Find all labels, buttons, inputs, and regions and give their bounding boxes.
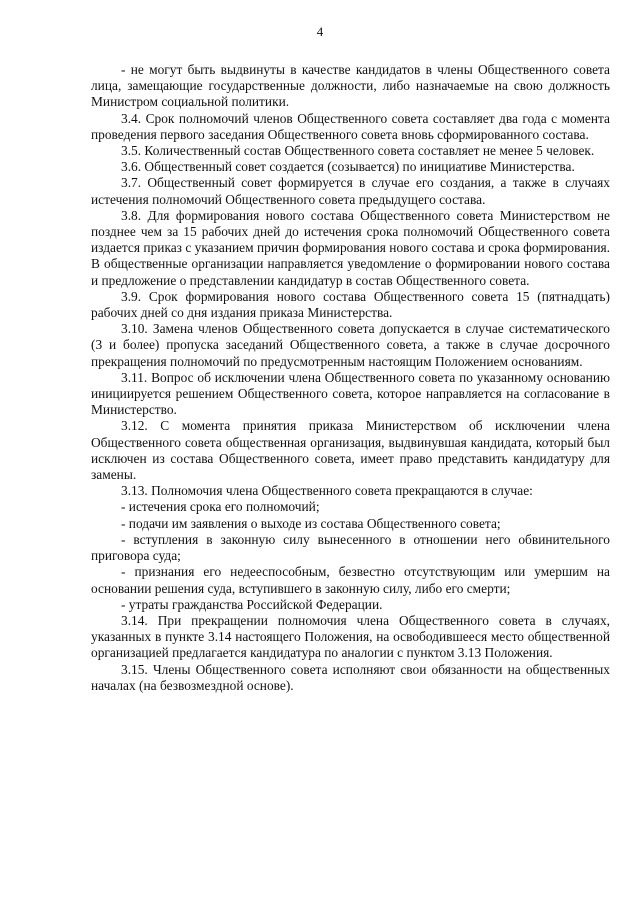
paragraph-3-4: 3.4. Срок полномочий членов Общественного совета составляет два года с момента проведения первого заседания Общественного совета вновь сформированного состава.: [91, 110, 610, 142]
list-item-citizenship-loss: - утраты гражданства Российской Федерации.: [121, 596, 383, 612]
paragraph-3-8: 3.8. Для формирования нового состава Общественного совета Министерством не позднее чем за 15 рабочих дней до истечения срока полномочий Общественного совета издается приказ с указанием причин формирования нового состава и срока формирования. В общественные организации направляется уведомление о формировании нового состава и предложение о представлении кандидатур в состав Общественного совета.: [91, 207, 610, 288]
paragraph-3-15: 3.15. Члены Общественного совета исполняют свои обязанности на общественных началах (на безвозмездной основе).: [91, 661, 610, 693]
paragraph-3-10: 3.10. Замена членов Общественного совета допускается в случае систематического (3 и более) пропуска заседаний Общественного совета, а также в случае досрочного прекращения полномочий по предусмотренным настоящим Положением основаниям.: [91, 321, 610, 369]
paragraph-3-7: 3.7. Общественный совет формируется в случае его создания, а также в случаях истечения полномочий Общественного совета предыдущего состава.: [91, 175, 610, 207]
document-body: [91, 62, 610, 694]
list-item-term-expiry: - истечения срока его полномочий;: [121, 499, 320, 515]
paragraph-candidate-restriction: - не могут быть выдвинуты в качестве кандидатов в члены Общественного совета лица, замещающие государственные должности, либо назначаемые на свою должность Министром социальной политики.: [91, 62, 610, 110]
paragraph-3-5: 3.5. Количественный состав Общественного совета составляет не менее 5 человек.: [121, 143, 595, 159]
paragraph-3-11: 3.11. Вопрос об исключении члена Общественного совета по указанному основанию инициируется решением Общественного совета, которое направляется на согласование в Министерство.: [91, 369, 610, 418]
paragraph-3-13: 3.13. Полномочия члена Общественного совета прекращаются в случае:: [121, 483, 533, 499]
page-number: 4: [316, 24, 324, 39]
paragraph-3-12: 3.12. С момента принятия приказа Министерством об исключении члена Общественного совета общественная организация, выдвинувшая кандидата, который был исключен из состава Общественного совета, имеет право представить кандидатуру для замены.: [91, 418, 610, 483]
list-item-incapacity: - признания его недееспособным, безвестно отсутствующим или умершим на основании решения суда, вступившего в законную силу, либо его смерти;: [91, 564, 610, 596]
list-item-conviction: - вступления в законную силу вынесенного в отношении него обвинительного приговора суда;: [91, 531, 610, 564]
list-item-resignation: - подачи им заявления о выходе из состава Общественного совета;: [121, 515, 501, 531]
paragraph-3-9: 3.9. Срок формирования нового состава Общественного совета 15 (пятнадцать) рабочих дней со дня издания приказа Министерства.: [91, 288, 610, 321]
paragraph-3-14: 3.14. При прекращении полномочия члена Общественного совета в случаях, указанных в пункте 3.14 настоящего Положения, на освободившееся место общественной организацией предлагается кандидатура по аналогии с пунктом 3.13 Положения.: [91, 612, 610, 661]
paragraph-3-6: 3.6. Общественный совет создается (созывается) по инициативе Министерства.: [121, 159, 575, 175]
